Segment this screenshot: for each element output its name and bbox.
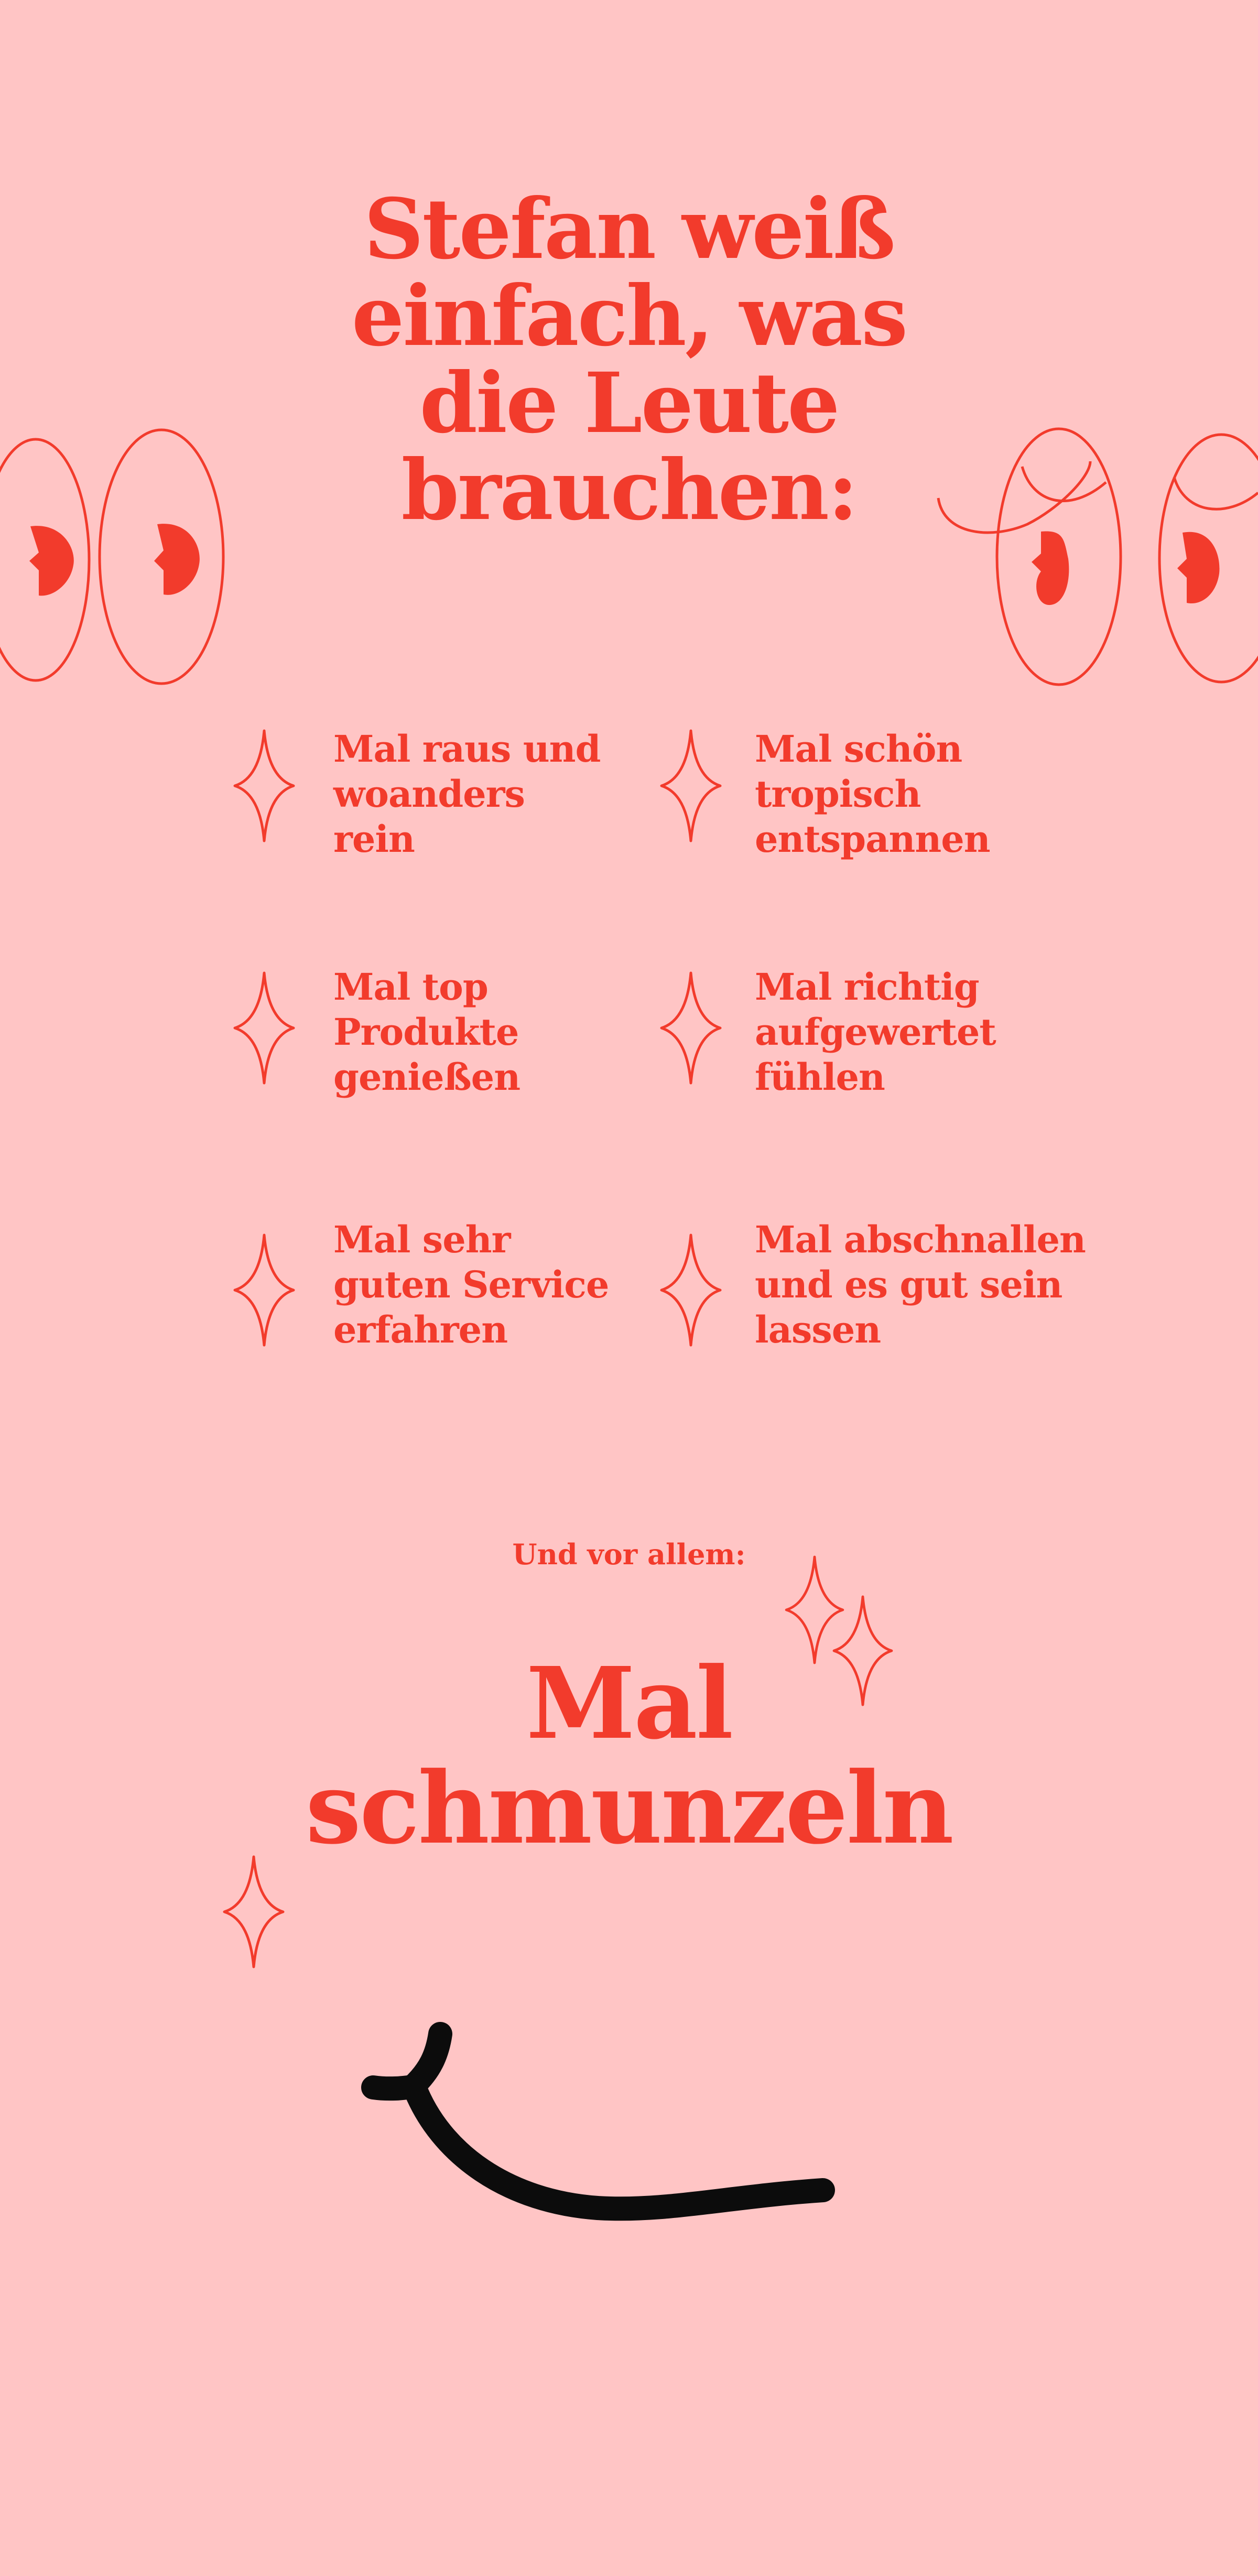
sparkle-icon — [235, 973, 294, 1083]
list-item-line: lassen — [755, 1308, 881, 1351]
headline-line: einfach, was — [351, 268, 907, 365]
list-item — [755, 965, 1090, 1100]
list-item-line: woanders — [333, 772, 525, 816]
sparkle-icon — [224, 1857, 283, 1967]
list-item-line: Mal richtig — [755, 965, 979, 1009]
headline-line: Stefan weiß — [364, 181, 894, 278]
finale-line: schmunzeln — [306, 1750, 952, 1866]
open-eyes-icon — [0, 425, 231, 687]
list-item-line: tropisch — [755, 772, 921, 816]
subline: Und vor allem: — [512, 1538, 746, 1571]
sparkle-icon — [235, 731, 294, 841]
sparkle-icon — [661, 1235, 720, 1345]
list-item-line: aufgewertet — [755, 1010, 996, 1054]
list-item — [755, 1217, 1090, 1352]
sparkle-icon — [661, 973, 720, 1083]
list-item-line: Mal raus und — [333, 727, 601, 771]
list-item-line: Mal abschnallen — [755, 1218, 1086, 1261]
list-item — [333, 965, 669, 1100]
smile-icon — [351, 2013, 849, 2254]
list-item-line: entspannen — [755, 817, 990, 861]
headline-line: brauchen: — [401, 442, 857, 539]
list-item-line: Mal schön — [755, 727, 962, 771]
list-item-line: genießen — [333, 1055, 520, 1099]
list-item-line: erfahren — [333, 1308, 508, 1351]
list-item-line: und es gut sein — [755, 1263, 1062, 1306]
list-item — [333, 727, 669, 862]
list-item-line: rein — [333, 817, 415, 861]
list-item-line: Mal sehr — [333, 1218, 511, 1261]
finale-line: Mal — [526, 1646, 732, 1761]
sparkle-icon — [235, 1235, 294, 1345]
list-item-line: fühlen — [755, 1055, 885, 1099]
list-item-line: guten Service — [333, 1263, 609, 1306]
headline-line: die Leute — [419, 355, 839, 452]
finale-heading — [0, 1646, 1258, 1866]
sparkle-icon — [661, 731, 720, 841]
winking-eyes-icon — [933, 425, 1258, 692]
list-item — [755, 727, 1090, 862]
list-item-line: Produkte — [333, 1010, 519, 1054]
list-item — [333, 1217, 669, 1352]
list-item-line: Mal top — [333, 965, 488, 1009]
